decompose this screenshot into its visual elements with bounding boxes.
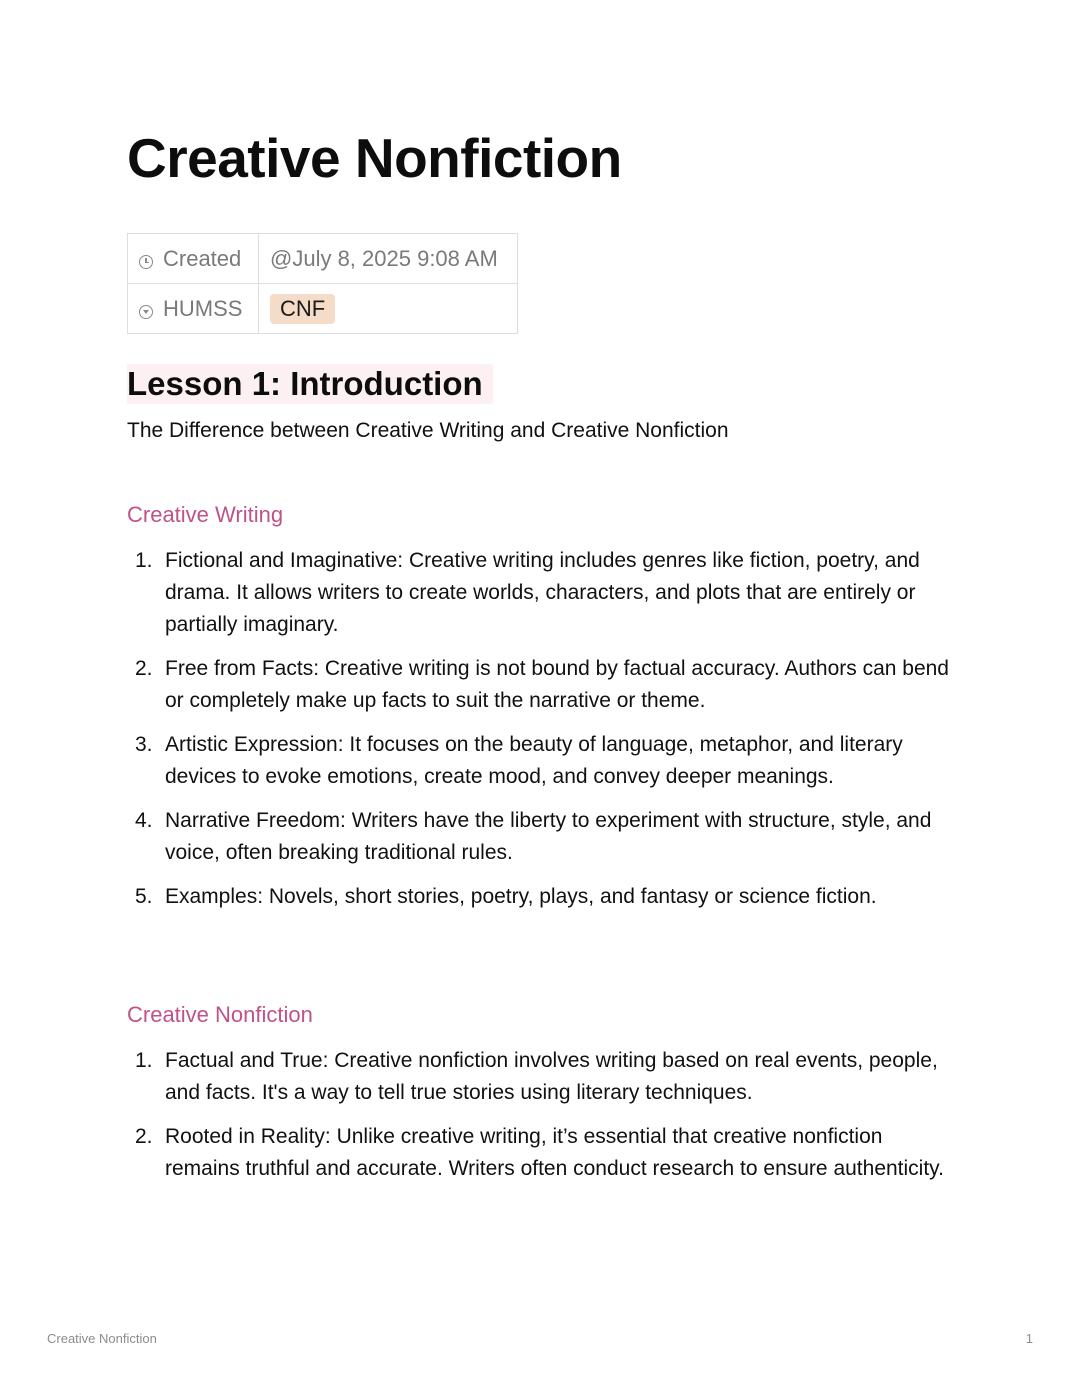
list-number: 2. (135, 657, 153, 680)
list-number: 5. (135, 885, 153, 908)
properties-table (127, 233, 518, 334)
clock-icon (139, 255, 153, 269)
creative-nonfiction-list (127, 1045, 957, 1197)
property-key (128, 284, 259, 334)
property-value-created[interactable]: @July 8, 2025 9:08 AM (259, 234, 518, 284)
list-number: 4. (135, 809, 153, 832)
list-number: 1. (135, 549, 153, 572)
section-heading-creative-nonfiction: Creative Nonfiction (127, 1002, 313, 1027)
property-key (128, 234, 259, 284)
footer-page-number: 1 (1025, 1331, 1033, 1346)
list-number: 2. (135, 1125, 153, 1148)
list-item (127, 545, 957, 641)
lesson-subtitle: The Difference between Creative Writing and Creative Nonfiction (127, 419, 729, 442)
list-number: 1. (135, 1049, 153, 1072)
list-text: Narrative Freedom: Writers have the liberty to experiment with structure, style, and voice, often breaking traditional rules. (165, 809, 932, 864)
list-item (127, 1045, 957, 1109)
tag-badge[interactable]: CNF (270, 294, 335, 324)
list-text: Artistic Expression: It focuses on the beauty of language, metaphor, and literary devices to evoke emotions, create mood, and convey deeper meanings. (165, 733, 903, 788)
list-text: Examples: Novels, short stories, poetry, plays, and fantasy or science fiction. (165, 885, 877, 908)
list-item (127, 1121, 957, 1185)
list-item (127, 729, 957, 793)
list-item (127, 805, 957, 869)
list-item (127, 653, 957, 717)
list-text: Free from Facts: Creative writing is not bound by factual accuracy. Authors can bend or completely make up facts to suit the narrative or theme. (165, 657, 949, 712)
list-text: Fictional and Imaginative: Creative writing includes genres like fiction, poetry, and drama. It allows writers to create worlds, characters, and plots that are entirely or partially imaginary. (165, 549, 920, 636)
creative-writing-list (127, 545, 957, 925)
list-number: 3. (135, 733, 153, 756)
list-text: Factual and True: Creative nonfiction involves writing based on real events, people, and facts. It's a way to tell true stories using literary techniques. (165, 1049, 938, 1104)
section-heading-creative-writing: Creative Writing (127, 502, 284, 527)
property-value-humss[interactable] (259, 284, 518, 334)
list-item (127, 881, 957, 913)
property-row-humss (128, 284, 518, 334)
property-label: Created (163, 245, 242, 271)
property-label: HUMSS (163, 295, 243, 321)
footer-doc-title: Creative Nonfiction (47, 1331, 157, 1346)
select-icon (139, 305, 153, 319)
property-row-created (128, 234, 518, 284)
lesson-heading: Lesson 1: Introduction (127, 364, 493, 404)
page-title: Creative Nonfiction (127, 127, 622, 189)
list-text: Rooted in Reality: Unlike creative writing, it’s essential that creative nonfiction remains truthful and accurate. Writers often conduct research to ensure authenticity. (165, 1125, 944, 1180)
